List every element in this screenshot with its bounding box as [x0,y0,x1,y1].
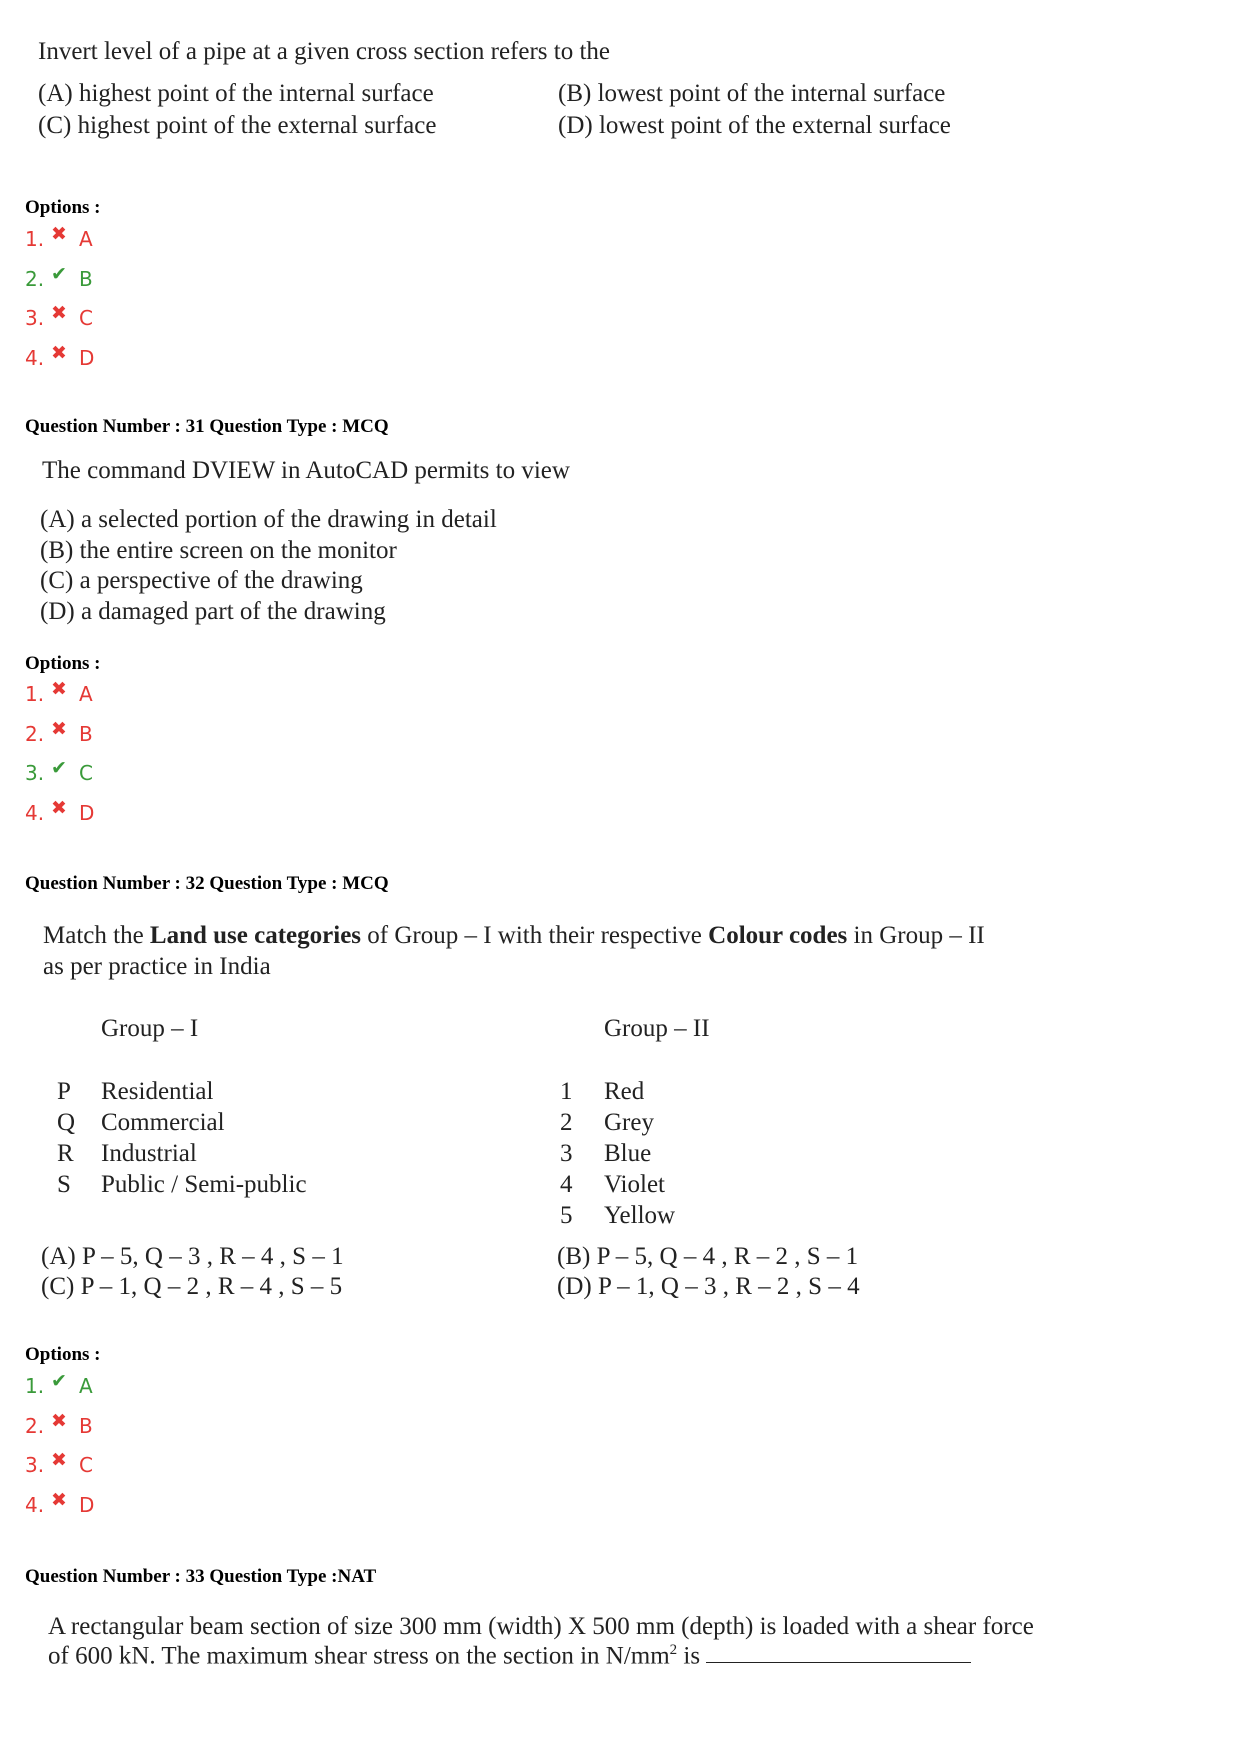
option-letter: B [79,1413,93,1438]
group1-item: Commercial [101,1109,225,1136]
option-number: 4. [25,345,45,370]
q30-choices [38,80,1078,140]
q32-option-2[interactable] [25,1409,94,1454]
option-number: 4. [25,1492,45,1517]
option-number: 1. [25,682,45,706]
q33-text-part: is [677,1642,701,1670]
option-number: 2. [25,266,45,291]
group2-item: Violet [604,1171,665,1198]
option-letter: D [79,1492,95,1517]
option-number: 1. [25,227,45,251]
option-number: 4. [25,800,45,825]
option-letter: B [79,721,93,746]
group2-key: 1 [560,1078,573,1105]
group2-key: 5 [560,1202,573,1229]
q31-options-label: Options : [25,653,101,674]
group1-key: Q [57,1109,76,1136]
option-letter: A [79,682,93,706]
cross-icon: ✖ [51,717,67,740]
cross-icon: ✖ [51,1488,67,1511]
group1-items [101,1076,307,1200]
q30-choice-b: (B) lowest point of the internal surface [558,80,946,107]
option-letter: B [79,266,93,291]
check-icon: ✔ [51,757,67,779]
option-letter: C [79,761,93,785]
q30-options-label: Options : [25,197,101,218]
q32-choice-b: (B) P – 5, Q – 4 , R – 2 , S – 1 [557,1243,859,1270]
group1-key: P [57,1078,71,1105]
group2-keys [560,1076,573,1231]
group2-key: 3 [560,1140,573,1167]
q32-question-text-line2: as per practice in India [43,953,271,980]
q32-text-bold: Land use categories [149,922,362,949]
q32-header: Question Number : 32 Question Type : MCQ [25,873,389,894]
option-letter: A [79,227,93,251]
q30-option-2[interactable] [25,262,94,307]
q33-question-line2 [48,1642,971,1670]
group2-item: Yellow [604,1202,676,1229]
q33-header: Question Number : 33 Question Type :NAT [25,1566,377,1587]
cross-icon: ✖ [51,678,67,700]
superscript: 2 [669,1642,678,1658]
q31-option-1[interactable] [25,678,94,722]
option-number: 3. [25,761,45,785]
cross-icon: ✖ [51,1409,67,1432]
group2-item: Red [604,1078,645,1105]
q32-choices [41,1243,1073,1301]
cross-icon: ✖ [51,796,67,819]
q30-choice-a: (A) highest point of the internal surface [38,80,434,107]
q31-choice-d: (D) a damaged part of the drawing [40,597,386,625]
group2-items [604,1076,675,1231]
group1-title: Group – I [101,1015,199,1042]
q31-option-3[interactable] [25,757,94,801]
q33-text-part: of 600 kN. The maximum shear stress on the section in N/mm [48,1642,670,1670]
group1-item: Industrial [101,1140,197,1167]
q30-option-3[interactable] [25,302,94,346]
q31-option-2[interactable] [25,717,94,762]
q32-question-text [43,922,985,950]
q32-option-1[interactable] [25,1370,94,1414]
option-letter: A [79,1374,93,1398]
cross-icon: ✖ [51,1449,67,1471]
q30-choice-d: (D) lowest point of the external surface [558,112,951,139]
q31-header: Question Number : 31 Question Type : MCQ [25,416,389,437]
group2-key: 4 [560,1171,573,1198]
answer-blank[interactable] [706,1642,971,1663]
q30-question-text: Invert level of a pipe at a given cross section refers to the [38,38,610,65]
option-letter: C [79,306,93,330]
q31-question-text: The command DVIEW in AutoCAD permits to view [42,457,570,484]
group1-item: Residential [101,1078,214,1105]
group1-keys [57,1076,75,1200]
option-number: 1. [25,1374,45,1398]
option-letter: D [79,800,95,825]
group2-item: Grey [604,1109,654,1136]
option-number: 2. [25,721,45,746]
q33-question-line1: A rectangular beam section of size 300 mm (width) X 500 mm (depth) is loaded with a shear force [48,1613,1034,1640]
q31-choice-b: (B) the entire screen on the monitor [40,536,397,564]
check-icon: ✔ [51,262,67,285]
q30-option-4[interactable] [25,341,95,386]
cross-icon: ✖ [51,302,67,324]
group1-key: R [57,1140,74,1167]
q31-choice-c: (C) a perspective of the drawing [40,567,363,594]
q31-options-list [25,678,95,840]
q30-options-list [25,223,95,385]
q32-text-part: Match the [43,922,150,949]
group2-key: 2 [560,1109,573,1136]
cross-icon: ✖ [51,223,67,245]
q32-choice-d: (D) P – 1, Q – 3 , R – 2 , S – 4 [557,1273,860,1300]
q32-options-label: Options : [25,1344,101,1365]
q30-option-1[interactable] [25,223,94,267]
cross-icon: ✖ [51,341,67,364]
q32-text-bold: Colour codes [708,922,848,949]
q31-choices [40,505,497,627]
q32-option-3[interactable] [25,1449,94,1493]
check-icon: ✔ [51,1370,67,1392]
q30-choice-c: (C) highest point of the external surface [38,112,437,139]
q31-choice-a: (A) a selected portion of the drawing in detail [40,506,497,533]
group1-key: S [57,1171,71,1198]
q31-option-4[interactable] [25,796,95,841]
q32-text-part: in Group – II [847,922,985,949]
q32-choice-c: (C) P – 1, Q – 2 , R – 4 , S – 5 [41,1273,343,1300]
group1-item: Public / Semi-public [101,1171,307,1198]
q32-option-4[interactable] [25,1488,95,1533]
option-letter: C [79,1453,93,1477]
q32-choice-a: (A) P – 5, Q – 3 , R – 4 , S – 1 [41,1243,344,1270]
q32-options-list [25,1370,95,1532]
option-number: 3. [25,306,45,330]
q32-text-part: of Group – I with their respective [361,922,709,949]
option-letter: D [79,345,95,370]
option-number: 2. [25,1413,45,1438]
group2-title: Group – II [604,1015,710,1042]
group2-item: Blue [604,1140,652,1167]
option-number: 3. [25,1453,45,1477]
